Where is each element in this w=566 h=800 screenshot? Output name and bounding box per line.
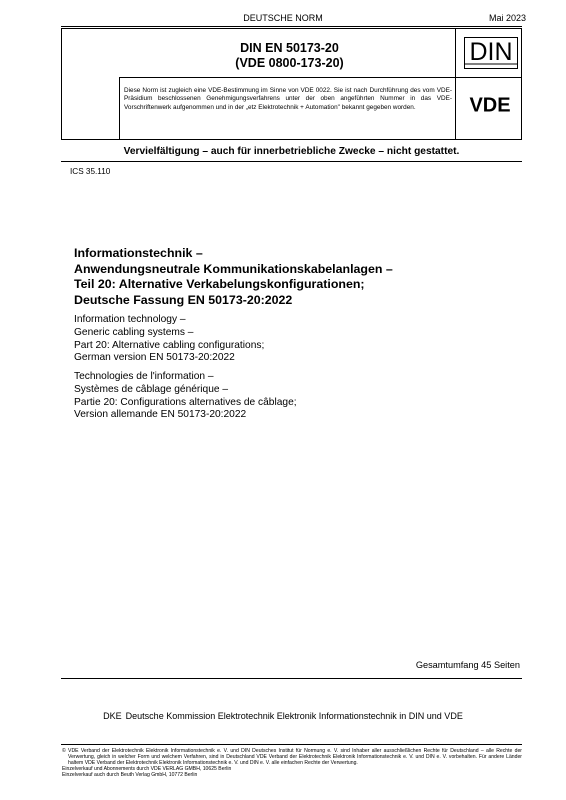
din-logo-text: DIN — [469, 38, 513, 66]
pages-rule — [61, 678, 522, 679]
title-french-line: Technologies de l'information – — [74, 371, 214, 382]
title-english-line: Generic cabling systems – — [74, 326, 194, 338]
notice-rule — [61, 161, 522, 162]
vde-number: (VDE 0800-173-20) — [235, 56, 344, 70]
title-german-line: Deutsche Fassung EN 50173-20:2022 — [74, 292, 293, 307]
title-german-line: Teil 20: Alternative Verkabelungskonfigurationen; — [74, 277, 365, 291]
ics-code: ICS 35.110 — [70, 167, 111, 176]
page-header-title: DEUTSCHE NORM — [243, 13, 323, 23]
publication-date: Mai 2023 — [488, 13, 526, 23]
title-french-line: Systèmes de câblage générique – — [74, 383, 229, 395]
title-french-line: Version allemande EN 50173-20:2022 — [74, 409, 247, 421]
header-rule — [61, 26, 522, 27]
total-pages: Gesamtumfang 45 Seiten — [415, 660, 520, 670]
standard-number — [122, 41, 457, 71]
box-divider-horizontal — [119, 77, 521, 78]
title-french-line: Partie 20: Configurations alternatives de câblage; — [74, 396, 297, 408]
title-english-line: German version EN 50173-20:2022 — [74, 352, 235, 364]
reproduction-notice: Vervielfältigung – auch für innerbetriebliche Zwecke – nicht gestattet. — [123, 146, 460, 157]
dke-abbreviation: DKE — [103, 711, 122, 721]
title-english-line: Information technology – — [74, 314, 186, 325]
box-divider-left — [119, 77, 120, 139]
dke-line — [0, 711, 566, 721]
copyright-notice: © VDE Verband der Elektrotechnik Elektronik Informationstechnik e. V. und DIN Deutsches Institut für Normung e. V. sind Inhaber aller ausschließlichen Rechte für Deutschland – alle Rechte der Verwertung, gleich in welcher Form und welchem Verfahren, sind in Deutschland VDE Verband der Elektrotechnik Elektronik Informationstechnik e. V. und DIN e. V. vorbehalten. Für andere Länder haltem VDE Verband der Elektrotechnik Elektronik Informationstechnik e. V. und DIN e. V. alle einfachen Rechte der Verwertung. — [62, 748, 522, 767]
din-number: DIN EN 50173-20 — [240, 41, 339, 55]
title-german-line: Informationstechnik – — [74, 246, 203, 260]
dke-full-name: Deutsche Kommission Elektrotechnik Elektronik Informationstechnik in DIN und VDE — [125, 711, 463, 721]
vde-provision-note: Diese Norm ist zugleich eine VDE-Bestimmung im Sinne von VDE 0022. Sie ist nach Durchführung des vom VDE-Präsidium beschlossenen Genehmigungsverfahrens unter der oben angeführten Nummer in das VDE-Vorschriftenwerk aufgenommen und in der „etz Elektrotechnik + Automation" bekannt gegeben worden. — [124, 87, 452, 111]
footer-rule — [61, 744, 522, 745]
footer — [62, 748, 522, 778]
title-german-line: Anwendungsneutrale Kommunikationskabelanlagen – — [74, 261, 393, 276]
sales-beuth-verlag: Einzelverkauf auch durch Beuth Verlag GmbH, 10772 Berlin — [62, 772, 198, 779]
sales-vde-verlag: Einzelverkauf und Abonnements durch VDE VERLAG GMBH, 10625 Berlin — [62, 766, 232, 773]
title-german — [74, 246, 504, 308]
standard-header-box — [61, 28, 522, 140]
title-french — [74, 371, 504, 422]
din-logo — [464, 37, 518, 69]
vde-logo-text: VDE — [469, 94, 511, 116]
title-english — [74, 314, 504, 365]
title-english-line: Part 20: Alternative cabling configurations; — [74, 339, 265, 351]
vde-logo — [460, 94, 520, 116]
